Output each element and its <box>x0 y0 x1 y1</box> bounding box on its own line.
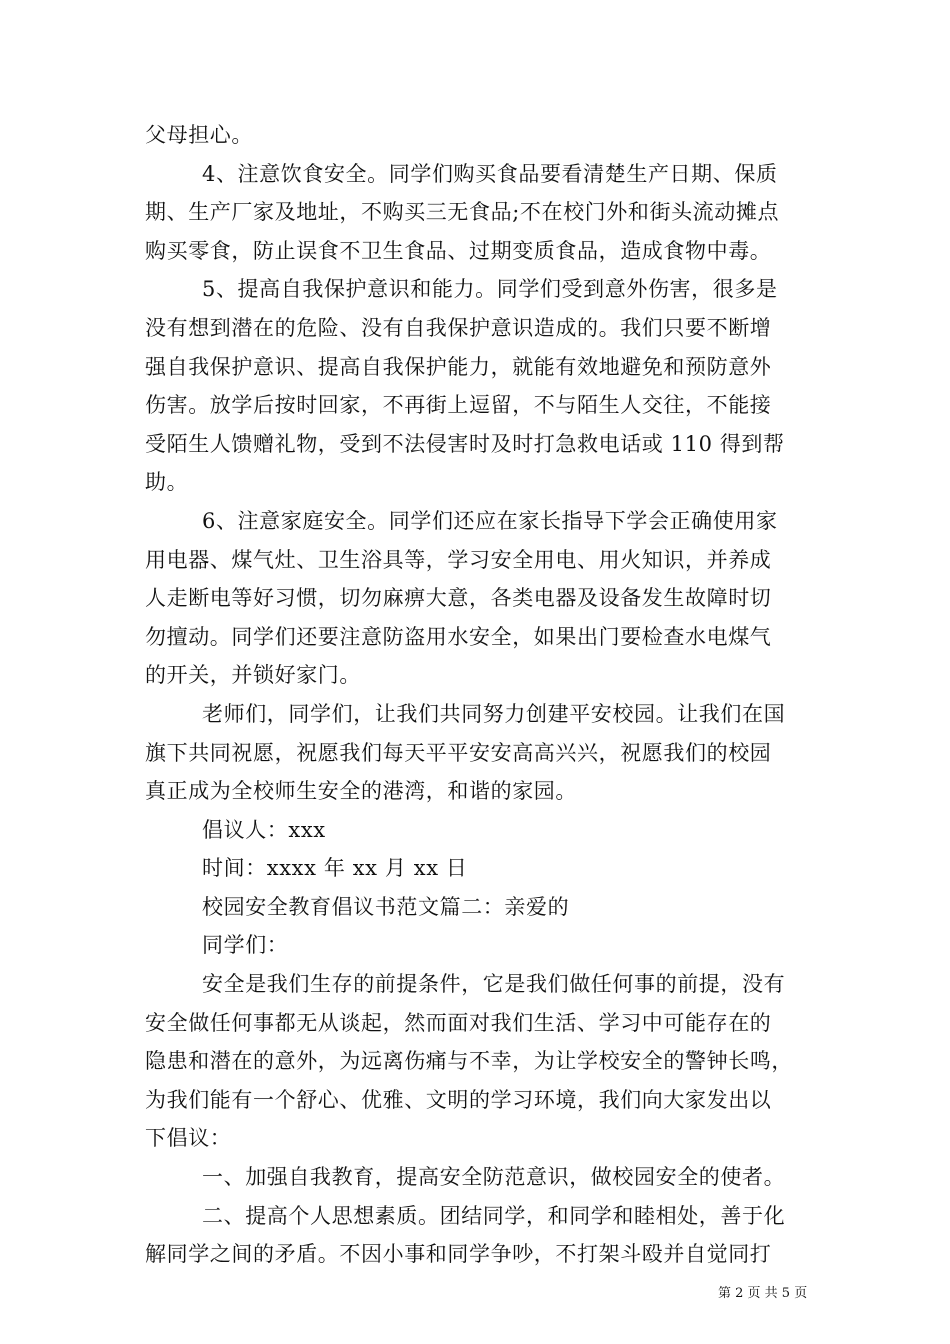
text-line: 真正成为全校师生安全的港湾，和谐的家园。 <box>145 779 577 804</box>
text-line: 伤害。放学后按时回家，不再街上逗留，不与陌生人交往，不能接 <box>145 393 772 418</box>
text-line: 人走断电等好习惯，切勿麻痹大意，各类电器及设备发生故障时切 <box>145 586 772 611</box>
text-line: 校园安全教育倡议书范文篇二：亲爱的 <box>202 894 570 919</box>
text-line: 二、提高个人思想素质。团结同学，和同学和睦相处，善于化 <box>202 1203 786 1228</box>
text-line: 解同学之间的矛盾。不因小事和同学争吵，不打架斗殴并自觉同打 <box>145 1242 772 1267</box>
text-line: 5、提高自我保护意识和能力。同学们受到意外伤害，很多是 <box>202 277 778 302</box>
text-line: 隐患和潜在的意外，为远离伤痛与不幸，为让学校安全的警钟长鸣， <box>145 1049 793 1074</box>
text-line: 倡议人：xxx <box>202 817 326 842</box>
text-line: 旗下共同祝愿，祝愿我们每天平平安安高高兴兴，祝愿我们的校园 <box>145 740 772 765</box>
text-line: 助。 <box>145 470 189 495</box>
text-line: 勿擅动。同学们还要注意防盗用水安全，如果出门要检查水电煤气 <box>145 624 772 649</box>
page-number-footer: 第 2 页 共 5 页 <box>718 1286 808 1301</box>
document-body <box>145 116 810 1274</box>
text-line: 一、加强自我教育，提高安全防范意识，做校园安全的使者。 <box>202 1165 786 1190</box>
text-line: 强自我保护意识、提高自我保护能力，就能有效地避免和预防意外 <box>145 354 772 379</box>
text-line: 时间：xxxx 年 xx 月 xx 日 <box>202 856 468 881</box>
text-line: 没有想到潜在的危险、没有自我保护意识造成的。我们只要不断增 <box>145 315 772 340</box>
text-line: 6、注意家庭安全。同学们还应在家长指导下学会正确使用家 <box>202 508 778 533</box>
text-line: 用电器、煤气灶、卫生浴具等，学习安全用电、用火知识，并养成 <box>145 547 772 572</box>
text-line: 父母担心。 <box>145 123 253 147</box>
text-line: 购买零食，防止误食不卫生食品、过期变质食品，造成食物中毒。 <box>145 238 772 263</box>
text-line: 下倡议： <box>145 1126 232 1151</box>
text-line: 同学们： <box>202 933 289 958</box>
text-line: 为我们能有一个舒心、优雅、文明的学习环境，我们向大家发出以 <box>145 1087 772 1112</box>
text-line: 期、生产厂家及地址，不购买三无食品;不在校门外和街头流动摊点 <box>145 200 780 225</box>
text-line: 安全是我们生存的前提条件，它是我们做任何事的前提，没有 <box>202 972 786 997</box>
text-line: 老师们，同学们，让我们共同努力创建平安校园。让我们在国 <box>202 701 786 726</box>
text-line: 安全做任何事都无从谈起，然而面对我们生活、学习中可能存在的 <box>145 1010 772 1035</box>
text-line: 4、注意饮食安全。同学们购买食品要看清楚生产日期、保质 <box>202 161 778 186</box>
text-line: 受陌生人馈赠礼物，受到不法侵害时及时打急救电话或 110 得到帮 <box>145 431 785 456</box>
text-line: 的开关，并锁好家门。 <box>145 663 361 688</box>
